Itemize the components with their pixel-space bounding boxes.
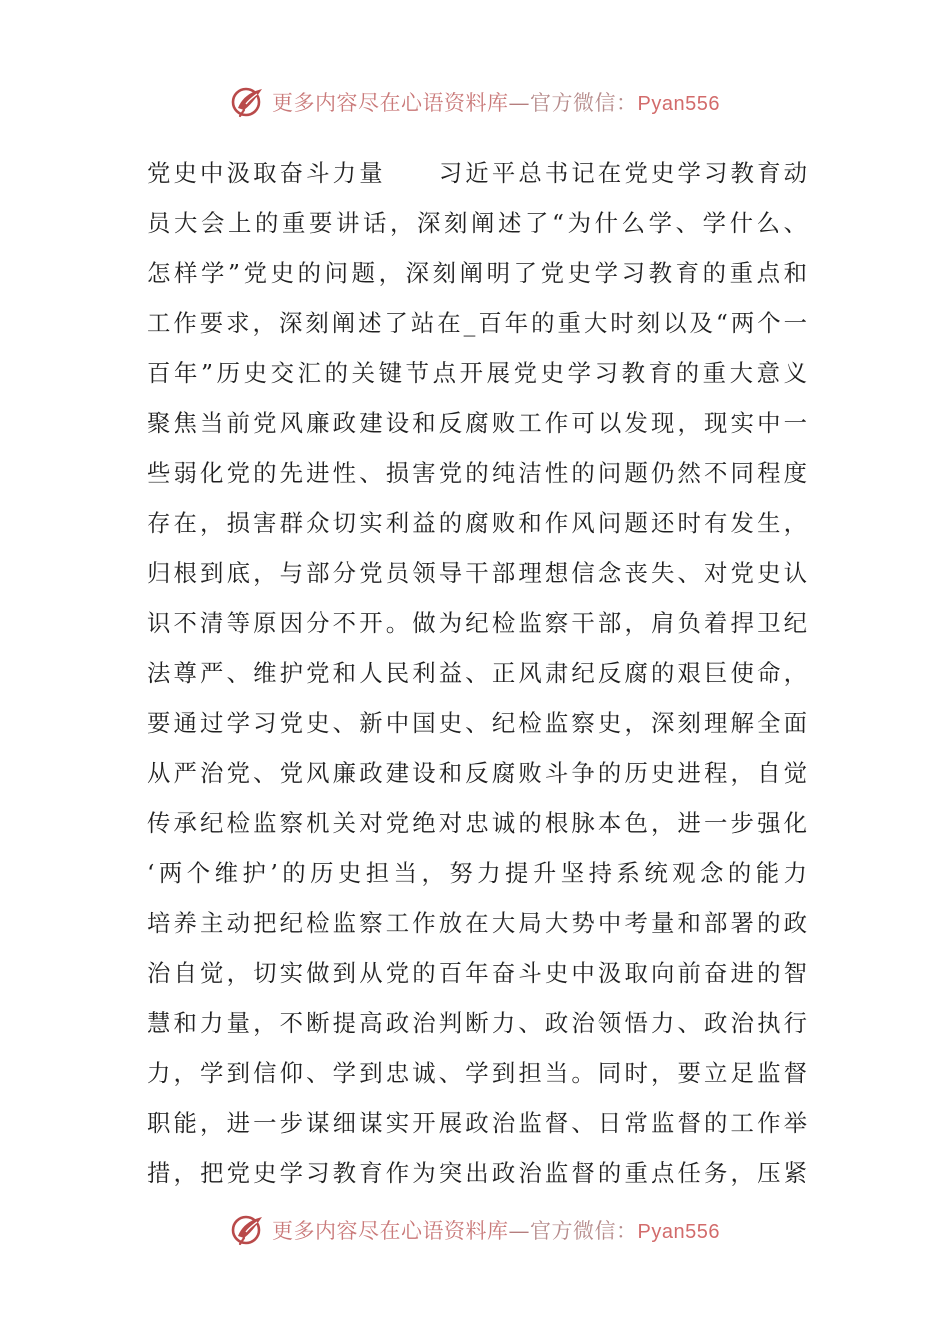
text-line: 措，把党史学习教育作为突出政治监督的重点任务，压紧 <box>147 1159 807 1187</box>
watermark-text <box>272 1215 720 1245</box>
pen-nib-logo-icon <box>230 84 266 120</box>
text-line: 怎样学”党史的问题，深刻阐明了党史学习教育的重点和 <box>147 259 807 287</box>
text-line: 员大会上的重要讲话，深刻阐述了“为什么学、学什么、 <box>147 209 807 237</box>
text-line: 党史中汲取奋斗力量 习近平总书记在党史学习教育动 <box>147 159 807 187</box>
footer-watermark <box>0 1208 950 1252</box>
text-line: 从严治党、党风廉政建设和反腐败斗争的历史进程，自觉 <box>147 759 807 787</box>
watermark-wechat-id: Pyan556 <box>637 1221 720 1243</box>
watermark-text <box>272 87 720 117</box>
text-line: 聚焦当前党风廉政建设和反腐败工作可以发现，现实中一 <box>147 409 807 437</box>
text-line: 要通过学习党史、新中国史、纪检监察史，深刻理解全面 <box>147 709 807 737</box>
text-line: 识不清等原因分不开。做为纪检监察干部，肩负着捍卫纪 <box>147 609 807 637</box>
header-watermark <box>0 80 950 124</box>
text-line: 归根到底，与部分党员领导干部理想信念丧失、对党史认 <box>147 559 807 587</box>
watermark-separator: — <box>508 91 531 115</box>
watermark-label: 官方微信： <box>530 1219 638 1243</box>
text-line: 职能，进一步谋细谋实开展政治监督、日常监督的工作举 <box>147 1109 807 1137</box>
watermark-brand: 更多内容尽在心语资料库 <box>272 91 509 115</box>
text-line: 百年”历史交汇的关键节点开展党史学习教育的重大意义 <box>147 359 807 387</box>
text-line: 工作要求，深刻阐述了站在_百年的重大时刻以及“两个一 <box>147 309 807 337</box>
pen-nib-logo-icon <box>230 1212 266 1248</box>
text-line: 治自觉，切实做到从党的百年奋斗史中汲取向前奋进的智 <box>147 959 807 987</box>
text-line: ‘两个维护’的历史担当，努力提升坚持系统观念的能力 <box>147 859 807 887</box>
text-line: 些弱化党的先进性、损害党的纯洁性的问题仍然不同程度 <box>147 459 807 487</box>
watermark-wechat-id: Pyan556 <box>637 93 720 115</box>
watermark-separator: — <box>508 1219 531 1243</box>
document-body <box>147 148 807 1198</box>
text-line: 存在，损害群众切实利益的腐败和作风问题还时有发生， <box>147 509 807 537</box>
watermark-label: 官方微信： <box>530 91 638 115</box>
text-line: 法尊严、维护党和人民利益、正风肃纪反腐的艰巨使命， <box>147 659 807 687</box>
text-line: 慧和力量，不断提高政治判断力、政治领悟力、政治执行 <box>147 1009 807 1037</box>
watermark-brand: 更多内容尽在心语资料库 <box>272 1219 509 1243</box>
text-line: 培养主动把纪检监察工作放在大局大势中考量和部署的政 <box>147 909 807 937</box>
text-line: 传承纪检监察机关对党绝对忠诚的根脉本色，进一步强化 <box>147 809 807 837</box>
text-line: 力，学到信仰、学到忠诚、学到担当。同时，要立足监督 <box>147 1059 807 1087</box>
